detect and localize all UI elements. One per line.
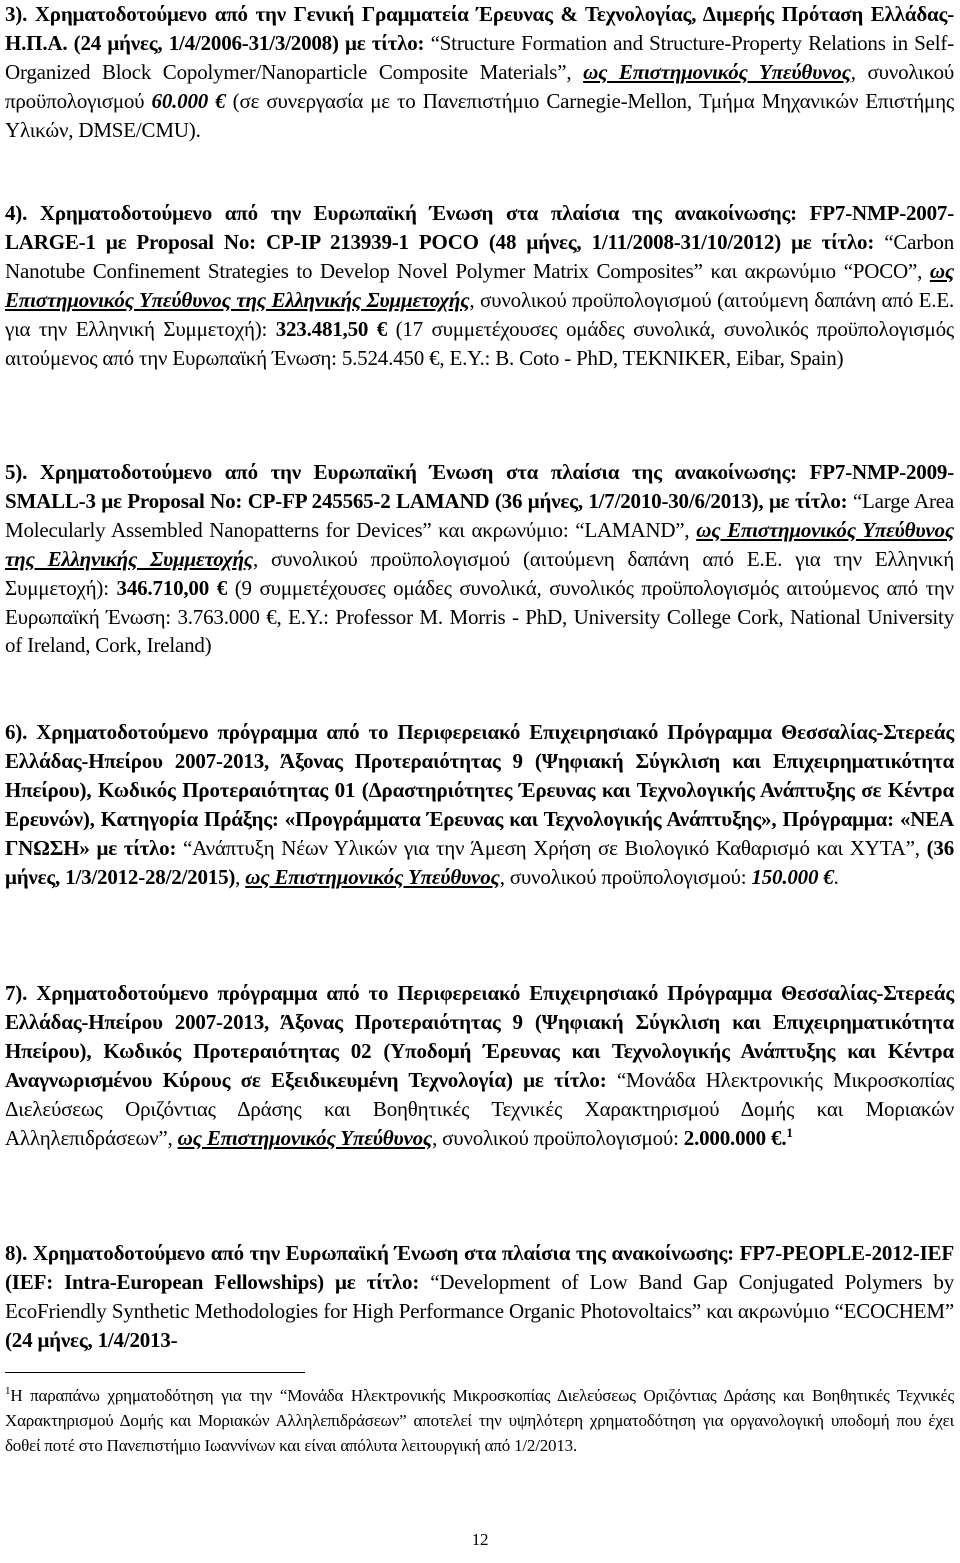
grant-3-partner: (σε συνεργασία με το Πανεπιστήμιο Carnegie-Mellon, Τμήμα Μηχανικών Επιστήμης Υλικών, DMSE/CMU). xyxy=(5,88,955,142)
grant-6-end: . xyxy=(833,864,839,889)
grant-4-heading: 4). Χρηματοδοτούμενο από την Ευρωπαϊκή Ένωση στα πλαίσια της ανακοίνωσης: FP7-NMP-2007-LARGE-1 με Proposal No: CP-IP 213939-1 POCO (48 μήνες, 1/11/2008-31/10/2012) με τίτλο: xyxy=(5,201,954,254)
grant-5-budget-label: , συνολικού προϋπολογισμού (αιτούμενη δαπάνη από Ε.Ε. για την Ελληνική Συμμετοχή): xyxy=(5,546,954,600)
grant-5-role: ως Επιστημονικός Υπεύθυνος της Ελληνικής Συμμετοχής xyxy=(5,517,954,571)
grant-6-duration: (36 μήνες, 1/3/2012-28/2/2015) xyxy=(5,835,955,889)
grant-5-details: (9 συμμετέχουσες ομάδες συνολικά, συνολικός προϋπολογισμός αιτούμενος από την Ευρωπαϊκή Ένωση: 3.763.000 €, Ε.Υ.: Professor M. Morris - PhD, University College Cork, National University of Ireland, Cork, Ireland) xyxy=(5,575,954,658)
grant-8-heading: 8). Χρηματοδοτούμενο από την Ευρωπαϊκή Ένωση στα πλαίσια της ανακοίνωσης: FP7-PEOPLE-2012-IEF (IEF: Intra-European Fellowships) με τίτλο: xyxy=(5,1241,954,1294)
footnote xyxy=(5,1383,954,1458)
grant-6-budget: 150.000 € xyxy=(751,864,834,889)
grant-entry-7 xyxy=(5,979,954,1152)
grant-3-budget: 60.000 € xyxy=(151,88,226,113)
grant-6-heading: 6). Χρηματοδοτούμενο πρόγραμμα από το Περιφερειακό Επιχειρησιακό Πρόγραμμα Θεσσαλίας-Στερεάς Ελλάδας-Ηπείρου 2007-2013, Άξονας Προτεραιότητας 9 (Ψηφιακή Σύγκλιση και Επιχειρηματικότητα Ηπείρου), Κωδικός Προτεραιότητας 01 (Δραστηριότητες Έρευνας και Τεχνολογικής Ανάπτυξης σε Κέντρα Ερευνών), Κατηγορία Πράξης: «Προγράμματα Έρευνας και Τεχνολογικής Ανάπτυξης», Πρόγραμμα: «ΝΕΑ ΓΝΩΣΗ» με τίτλο: xyxy=(5,720,954,860)
footnote-divider xyxy=(5,1372,305,1373)
grant-7-heading: 7). Χρηματοδοτούμενο πρόγραμμα από το Περιφερειακό Επιχειρησιακό Πρόγραμμα Θεσσαλίας-Στερεάς Ελλάδας-Ηπείρου 2007-2013, Άξονας Προτεραιότητας 9 (Ψηφιακή Σύγκλιση και Επιχειρηματικότητα Ηπείρου), Κωδικός Προτεραιότητας 02 (Υποδομή Έρευνας και Τεχνολογικής Ανάπτυξης και Κέντρα Αναγνωρισμένου Κύρους σε Εξειδικευμένη Τεχνολογία) με τίτλο: xyxy=(5,981,954,1092)
grant-entry-4 xyxy=(5,199,954,372)
grant-5-budget: 346.710,00 € xyxy=(116,575,228,600)
grant-3-title: “Structure Formation and Structure-Property Relations in Self-Organized Block Copolymer/Nanoparticle Composite Materials”, xyxy=(5,30,954,84)
grant-8-duration: (24 μήνες, 1/4/2013- xyxy=(5,1327,178,1352)
footnote-text: Η παραπάνω χρηματοδότηση για την “Μονάδα Ηλεκτρονικής Μικροσκοπίας Διελεύσεως Οριζόντιας Δράσης και Βοηθητικές Τεχνικές Χαρακτηρισμού Δομής και Μοριακών Αλληλεπιδράσεων” αποτελεί την υψηλότερη χρηματοδότηση για οργανολογική υποδομή που έχει δοθεί ποτέ στο Πανεπιστήμιο Ιωαννίνων και είναι απόλυτα λειτουργική από 1/2/2013. xyxy=(5,1386,954,1455)
grant-5-heading: 5). Χρηματοδοτούμενο από την Ευρωπαϊκή Ένωση στα πλαίσια της ανακοίνωσης: FP7-NMP-2009-SMALL-3 με Proposal No: CP-FP 245565-2 LAMAND (36 μήνες, 1/7/2010-30/6/2013), με τίτλο: xyxy=(5,460,954,513)
grant-6-budget-label: , συνολικού προϋπολογισμού: xyxy=(499,864,752,889)
grant-7-title: “Μονάδα Ηλεκτρονικής Μικροσκοπίας Διελεύσεως Οριζόντιας Δράσης και Βοηθητικές Τεχνικές Χαρακτηρισμού Δομής και Μοριακών Αλληλεπιδράσεων”, xyxy=(5,1067,954,1150)
grant-7-budget-label: , συνολικού προϋπολογισμού: xyxy=(432,1125,684,1150)
grant-entry-6 xyxy=(5,718,954,891)
footnote-ref[interactable]: 1 xyxy=(786,1124,793,1140)
grant-4-budget: 323.481,50 € xyxy=(275,316,388,341)
grant-8-title: “Development of Low Band Gap Conjugated Polymers by EcoFriendly Synthetic Methodologies for High Performance Organic Photovoltaics” και ακρωνύμιο “ECOCHEM” xyxy=(5,1269,954,1323)
grant-7-budget: 2.000.000 €. xyxy=(683,1125,787,1150)
grant-6-separator: , xyxy=(235,864,246,889)
footnote-mark: 1 xyxy=(5,1385,11,1397)
grant-5-title: “Large Area Molecularly Assembled Nanopatterns for Devices” και ακρωνύμιο: “LAMAND”, xyxy=(5,488,954,542)
grant-entry-5 xyxy=(5,458,954,660)
grant-entry-3 xyxy=(5,0,954,145)
grant-4-role: ως Επιστημονικός Υπεύθυνος της Ελληνικής Συμμετοχής xyxy=(5,258,954,312)
grant-6-role: ως Επιστημονικός Υπεύθυνος xyxy=(245,864,500,889)
grant-3-role: ως Επιστημονικός Υπεύθυνος xyxy=(583,59,851,84)
grant-3-heading: 3). Χρηματοδοτούμενο από την Γενική Γραμματεία Έρευνας & Τεχνολογίας, Διμερής Πρόταση Ελλάδας-Η.Π.Α. (24 μήνες, 1/4/2006-31/3/2008) με τίτλο: xyxy=(5,2,954,55)
grant-4-details: (17 συμμετέχουσες ομάδες συνολικά, συνολικός προϋπολογισμός αιτούμενος από την Ευρωπαϊκή Ένωση: 5.524.450 €, Ε.Υ.: B. Coto - PhD, TEKNIKER, Eibar, Spain) xyxy=(5,316,954,370)
grant-4-title: “Carbon Nanotube Confinement Strategies to Develop Novel Polymer Matrix Composites” και ακρωνύμιο “POCO”, xyxy=(5,229,954,283)
grant-3-budget-label: , συνολικού προϋπολογισμού xyxy=(5,59,955,113)
page-number: 12 xyxy=(471,1530,489,1549)
grant-entry-8 xyxy=(5,1239,954,1355)
grant-4-budget-label: , συνολικού προϋπολογισμού (αιτούμενη δαπάνη από Ε.Ε. για την Ελληνική Συμμετοχή): xyxy=(5,287,954,341)
grant-7-role: ως Επιστημονικός Υπεύθυνος xyxy=(177,1125,433,1150)
grant-6-title: “Ανάπτυξη Νέων Υλικών για την Άμεση Χρήση σε Βιολογικό Καθαρισμό και ΧΥΤΑ”, xyxy=(176,835,927,860)
